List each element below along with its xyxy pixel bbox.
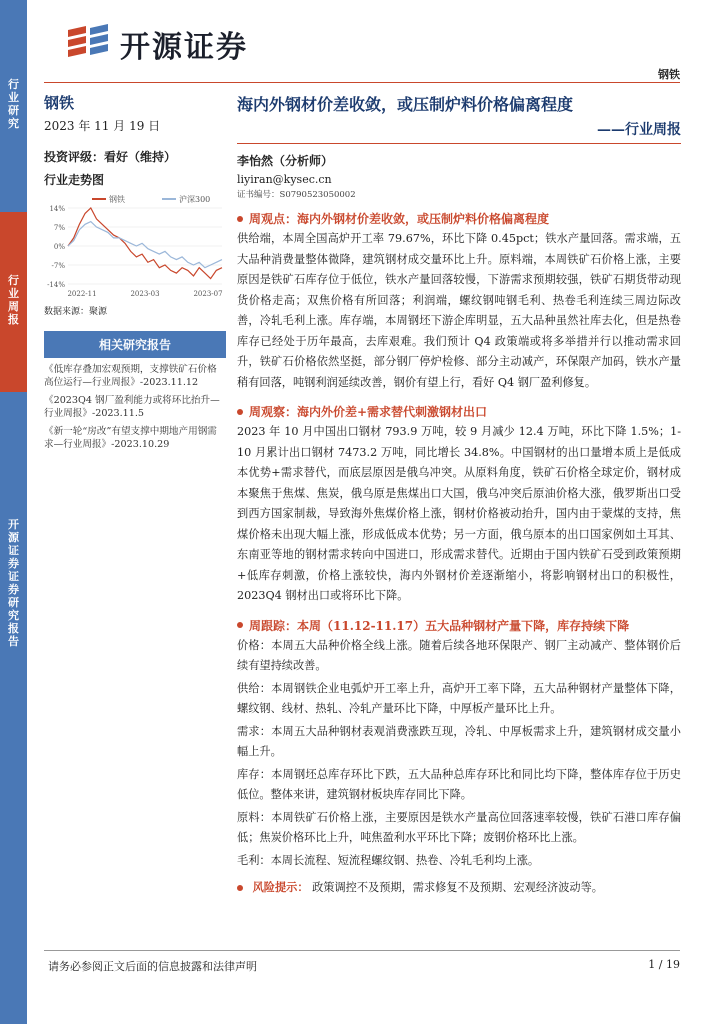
x-tick-label: 2023-03 bbox=[130, 290, 160, 298]
footer-disclaimer: 请务必参阅正文后面的信息披露和法律声明 bbox=[48, 960, 257, 973]
side-label-weekly: 行业周报 bbox=[8, 274, 19, 326]
header-divider bbox=[44, 82, 680, 83]
series-line bbox=[68, 208, 222, 279]
section-heading bbox=[237, 617, 681, 634]
brand-logo bbox=[64, 22, 248, 66]
side-strip bbox=[0, 0, 27, 1024]
y-tick-label: 7% bbox=[53, 224, 65, 232]
tracking-supply: 供给：本周钢铁企业电弧炉开工率上升，高炉开工率下降，五大品种钢材产量整体下降，螺纹钢、线材、热轧、冷轧产量环比下降，中厚板产量环比上升。 bbox=[237, 681, 681, 715]
chart-source: 数据来源：聚源 bbox=[44, 307, 108, 317]
bullet-icon bbox=[237, 409, 243, 415]
brand-name: 开源证券 bbox=[120, 30, 248, 65]
y-tick-label: -14% bbox=[47, 281, 65, 289]
section-heading-text: 周观点：海内外钢材价差收敛，或压制炉料价格偏离程度 bbox=[249, 212, 550, 226]
legend-label: 钢铁 bbox=[109, 195, 125, 204]
logo-mark-icon bbox=[64, 24, 112, 64]
tracking-raw-material: 原料：本周铁矿石价格上涨，主要原因是铁水产量高位回落速率较慢，铁矿石港口库存偏低；焦炭价格环比上升，吨焦盈利水平环比下降；废钢价格环比上涨。 bbox=[237, 810, 681, 844]
industry-name: 钢铁 bbox=[44, 94, 75, 112]
related-report-item[interactable]: 《低库存叠加宏观预期，支撑铁矿石价格高位运行—行业周报》-2023.11.12 bbox=[44, 364, 217, 388]
x-tick-label: 2023-07 bbox=[193, 290, 223, 298]
trend-chart bbox=[44, 192, 226, 302]
side-strip-middle bbox=[0, 212, 27, 392]
risk-text: 政策调控不及预期，需求修复不及预期、宏观经济波动等。 bbox=[312, 881, 603, 894]
right-column bbox=[237, 88, 681, 895]
bullet-icon bbox=[237, 216, 243, 222]
title-divider bbox=[237, 143, 681, 144]
report-date: 2023 年 11 月 19 日 bbox=[44, 119, 161, 133]
trend-chart-title: 行业走势图 bbox=[44, 173, 105, 187]
related-report-item[interactable]: 《2023Q4 钢厂盈利能力或将环比抬升—行业周报》-2023.11.5 bbox=[44, 395, 220, 419]
section-weekly-tracking bbox=[237, 617, 681, 872]
section-heading-text: 周观察：海内外价差+需求替代刺激钢材出口 bbox=[249, 405, 488, 419]
series-line bbox=[68, 222, 222, 268]
trend-chart-svg bbox=[44, 192, 226, 302]
report-title: 海内外钢材价差收敛，或压制炉料价格偏离程度 bbox=[237, 95, 574, 114]
section-heading bbox=[237, 210, 681, 227]
page-number: 1 / 19 bbox=[648, 958, 680, 971]
top-industry-tag: 钢铁 bbox=[658, 68, 680, 81]
bullet-icon bbox=[237, 622, 243, 628]
analyst-email[interactable]: liyiran@kysec.cn bbox=[237, 173, 332, 186]
analyst-certificate: 证书编号：S0790523050002 bbox=[237, 190, 356, 200]
tracking-price: 价格：本周五大品种价格全线上涨。随着后续各地环保限产、钢厂主动减产、整体钢价后续有望持续改善。 bbox=[237, 638, 681, 672]
section-weekly-view bbox=[237, 210, 681, 393]
related-reports-header: 相关研究报告 bbox=[44, 331, 226, 358]
bullet-icon bbox=[237, 885, 243, 891]
tracking-demand: 需求：本周五大品种钢材表观消费涨跌互现，冷轧、中厚板需求上升，建筑钢材成交量小幅上升。 bbox=[237, 724, 681, 758]
risk-label: 风险提示： bbox=[252, 880, 309, 894]
y-tick-label: 0% bbox=[53, 243, 65, 251]
y-tick-label: 14% bbox=[49, 205, 65, 213]
side-strip-bottom bbox=[0, 392, 27, 1024]
y-tick-label: -7% bbox=[51, 262, 65, 270]
side-strip-top bbox=[0, 0, 27, 212]
tracking-margin: 毛利：本周长流程、短流程螺纹钢、热卷、冷轧毛利均上涨。 bbox=[237, 853, 540, 867]
section-body: 供给端，本周全国高炉开工率 79.67%，环比下降 0.45pct；铁水产量回落。需求端，五大品种消费量整体微降，建筑钢材成交量环比上升。原料端，本周铁矿石价格上涨，主要原因是铁矿石库存位于低位，铁水产量回落较慢，下游需求预期较强，铁矿石期货带动现货价格走高；双焦价格有所回落；利润端，螺纹钢吨钢毛利、热卷毛利连续三周边际改善，冷轧毛利上涨。库存端，本周钢坯下游企库明显，五大品种虽然社库去化，但是热卷库存已经处于历年最高，去库艰难。我们预计 Q4 政策端或将多举措并行以推动需求回升，铁矿石价格依然坚挺，部分钢厂停炉检修、部分主动减产，环保限产加码，铁水产量稍有回落，吨钢利润延续改善，钢价有望上行，看好 Q4 钢厂盈利修复。 bbox=[237, 232, 681, 389]
footer-divider bbox=[44, 950, 680, 951]
investment-rating: 投资评级：看好（维持） bbox=[44, 150, 177, 164]
report-subtitle: ——行业周报 bbox=[597, 122, 681, 138]
side-label-brand: 开源证券 证券研究报告 bbox=[8, 518, 19, 648]
section-heading bbox=[237, 403, 681, 420]
analyst-name: 李怡然（分析师） bbox=[237, 154, 334, 168]
section-body: 2023 年 10 月中国出口钢材 793.9 万吨，较 9 月减少 12.4 万吨，环比下降 1.5%；1-10 月累计出口钢材 7473.2 万吨，同比增长 34.8%。中国钢材的出口量增本质上是低成本优势+需求替代，而底层原因是俄乌冲突。从原料角度，铁矿石价格全球定价，钢材成本聚焦于焦煤、焦炭，俄乌原是焦煤出口大国，俄乌冲突后原油价格大涨，俄罗斯出口受到西方国家制裁，导致海外焦煤价格上涨，钢材价格被动抬升，国内由于蒙煤的支持，焦煤价格未出现大幅上涨，形成低成本优势；另一方面，俄乌原本的出口国家例如土耳其、东南亚等地的钢材需求转向中国进口，形成需求替代。近期由于国内铁矿石受到政策预期+低库存刺激，价格上涨较快，海内外钢材价差逐渐缩小，将影响钢材出口的积极性，2023Q4 钢材出口或将环比下降。 bbox=[237, 425, 681, 602]
section-heading-text: 周跟踪：本周（11.12-11.17）五大品种钢材产量下降，库存持续下降 bbox=[249, 618, 630, 633]
tracking-inventory: 库存：本周钢坯总库存环比下跌，五大品种总库存环比和同比均下降，整体库存位于历史低位。整体来讲，建筑钢材板块库存同比下降。 bbox=[237, 767, 681, 801]
x-tick-label: 2022-11 bbox=[67, 290, 97, 298]
legend-label: 沪深300 bbox=[179, 195, 211, 204]
risk-warning bbox=[237, 879, 681, 895]
related-report-item[interactable]: 《新一轮“房改”有望支撑中期地产用钢需求—行业周报》-2023.10.29 bbox=[44, 426, 217, 450]
left-column bbox=[44, 88, 226, 451]
section-weekly-observation bbox=[237, 403, 681, 607]
side-label-industry-research: 行业研究 bbox=[8, 78, 19, 130]
